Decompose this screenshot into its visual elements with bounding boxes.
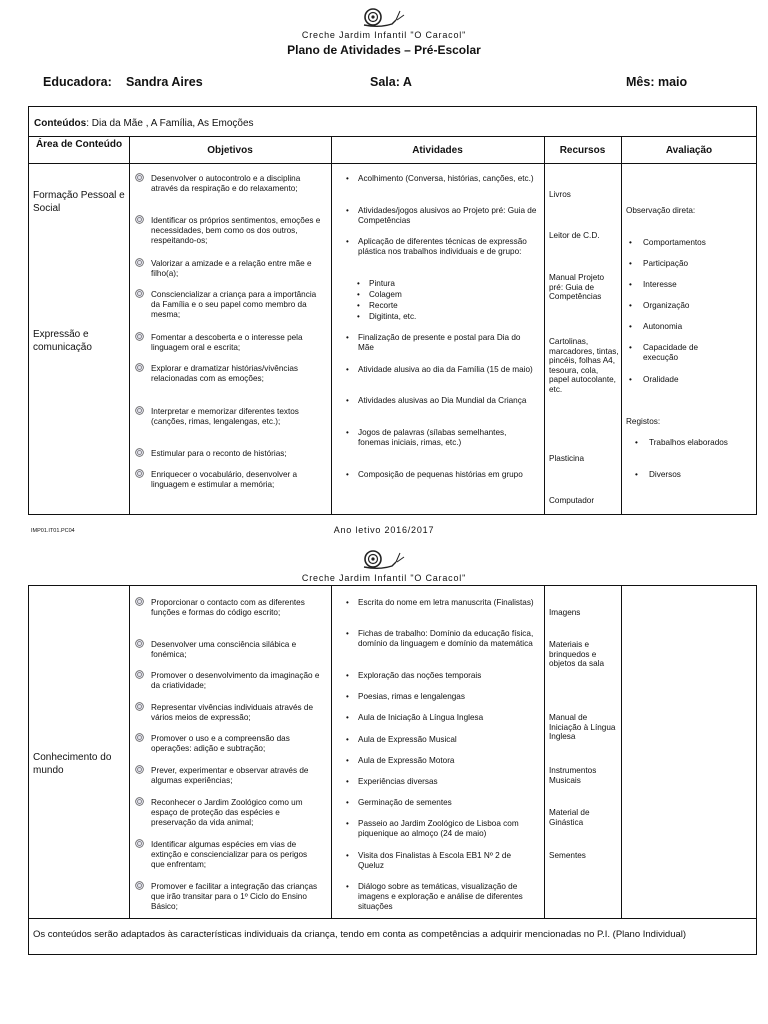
resource-item: Manual de Iniciação à Língua Inglesa [549, 713, 616, 741]
target-bullet-icon [135, 797, 144, 806]
resource-item: Leitor de C.D. [549, 231, 600, 240]
activity-item: • Germinação de sementes [346, 798, 452, 807]
header-area: Área de Conteúdo [35, 139, 123, 150]
activity-item: • Fichas de trabalho: Domínio da educação física, domínio da linguagem e domínio da matemática [346, 629, 534, 648]
objective-item: Consciencializar a criança para a importância da Família e o seu papel como membro da mesma; [151, 290, 323, 320]
target-bullet-icon [135, 597, 144, 606]
resource-item: Sementes [549, 851, 586, 860]
registos-item: • Diversos [635, 470, 681, 479]
objective-item: Prever, experimentar e observar através de algumas experiências; [151, 766, 323, 786]
area-formacao: Formação Pessoal e Social [33, 190, 125, 214]
resource-item: Instrumentos Musicais [549, 766, 597, 785]
activity-item: • Diálogo sobre as temáticas, visualização de imagens e exploração e análise de diferentes situações [346, 882, 523, 911]
page-title: Plano de Atividades – Pré-Escolar [287, 43, 481, 57]
activity-item: • Aula de Iniciação à Língua Inglesa [346, 713, 484, 722]
footer-note: Os conteúdos serão adaptados às características individuais da criança, tendo em conta as competências a adquirir mencionadas no P.I. (Plano Individual) [33, 929, 687, 940]
technique-item: • Recorte [357, 301, 398, 310]
avaliacao-item: • Comportamentos [629, 238, 706, 247]
activity-item: • Atividade alusiva ao dia da Família (15 de maio) [346, 365, 533, 374]
objective-item: Explorar e dramatizar histórias/vivências relacionadas com as emoções; [151, 364, 323, 384]
resource-item: Computador [549, 496, 595, 505]
resource-item: Manual Projeto pré: Guia de Competências [549, 273, 605, 301]
objective-item: Identificar algumas espécies em vias de extinção e consciencializar para os perigos que enfrentam; [151, 840, 323, 870]
ano-letivo: Ano letivo 2016/2017 [333, 525, 435, 535]
objective-item: Enriquecer o vocabulário, desenvolver a linguagem e estimular a memória; [151, 470, 323, 490]
objective-item: Valorizar a amizade e a relação entre mãe e filho(a); [151, 259, 323, 279]
target-bullet-icon [135, 448, 144, 457]
avaliacao-item: • Organização [629, 301, 690, 310]
technique-item: • Digitinta, etc. [357, 312, 417, 321]
registos-heading: Registos: [626, 417, 661, 426]
activity-item: • Visita dos Finalistas à Escola EB1 Nº 2 de Queluz [346, 851, 512, 870]
activity-item: • Composição de pequenas histórias em grupo [346, 470, 523, 479]
target-bullet-icon [135, 363, 144, 372]
activity-item: • Finalização de presente e postal para Dia do Mãe [346, 333, 521, 352]
mes-label: Mês: maio [626, 75, 688, 89]
technique-item: • Colagem [357, 290, 402, 299]
target-bullet-icon [135, 670, 144, 679]
activity-item: • Aplicação de diferentes técnicas de expressão plástica nos trabalhos individuais e de grupo: [346, 237, 527, 256]
resource-item: Material de Ginástica [549, 808, 590, 827]
activity-item: • Atividades/jogos alusivos ao Projeto pré: Guia de Competências [346, 206, 537, 225]
activity-item: • Aula de Expressão Motora [346, 756, 455, 765]
educadora-name: Sandra Aires [126, 75, 203, 89]
snail-logo-icon [360, 548, 408, 570]
objective-item: Promover o uso e a compreensão das operações: adição e subtração; [151, 734, 323, 754]
activity-item: • Passeio ao Jardim Zoológico de Lisboa com piquenique ao almoço (24 de maio) [346, 819, 519, 838]
target-bullet-icon [135, 469, 144, 478]
target-bullet-icon [135, 733, 144, 742]
activity-item: • Atividades alusivas ao Dia Mundial da Criança [346, 396, 527, 405]
target-bullet-icon [135, 332, 144, 341]
target-bullet-icon [135, 881, 144, 890]
avaliacao-heading: Observação direta: [626, 206, 696, 215]
target-bullet-icon [135, 289, 144, 298]
target-bullet-icon [135, 215, 144, 224]
conteudos-row [34, 118, 254, 129]
area-conhecimento: Conhecimento do mundo [33, 752, 112, 776]
objective-item: Fomentar a descoberta e o interesse pela linguagem oral e escrita; [151, 333, 323, 353]
objective-item: Interpretar e memorizar diferentes textos (canções, rimas, lengalengas, etc.); [151, 407, 323, 427]
activity-item: • Experiências diversas [346, 777, 438, 786]
activity-item: • Aula de Expressão Musical [346, 735, 457, 744]
document-code: IMP01.IT01.PC04 [31, 528, 75, 534]
header-avaliacao: Avaliação [665, 145, 713, 156]
technique-item: • Pintura [357, 279, 395, 288]
avaliacao-item: • Oralidade [629, 375, 679, 384]
objective-item: Desenvolver uma consciência silábica e fonémica; [151, 640, 323, 660]
objective-item: Reconhecer o Jardim Zoológico como um espaço de proteção das espécies e preservação da vida animal; [151, 798, 323, 828]
target-bullet-icon [135, 839, 144, 848]
conteudos-label: Conteúdos [34, 118, 87, 129]
header-atividades: Atividades [412, 145, 463, 156]
avaliacao-item: • Autonomia [629, 322, 683, 331]
avaliacao-item: • Interesse [629, 280, 677, 289]
registos-item: • Trabalhos elaborados [635, 438, 728, 447]
snail-logo-icon [360, 6, 408, 28]
objective-item: Estimular para o reconto de histórias; [151, 449, 323, 459]
activity-item: • Exploração das noções temporais [346, 671, 482, 680]
target-bullet-icon [135, 406, 144, 415]
objective-item: Promover e facilitar a integração das crianças que irão transitar para o 1º Ciclo do Ensino Básico; [151, 882, 323, 912]
avaliacao-item: • Participação [629, 259, 689, 268]
objective-item: Promover o desenvolvimento da imaginação e da criatividade; [151, 671, 323, 691]
activity-item: • Escrita do nome em letra manuscrita (Finalistas) [346, 598, 534, 607]
activity-item: • Acolhimento (Conversa, histórias, canções, etc.) [346, 174, 534, 183]
school-name: Creche Jardim Infantil "O Caracol" [301, 30, 467, 40]
area-expressao: Expressão e comunicação [33, 329, 92, 353]
educadora-label: Educadora: [43, 75, 112, 89]
conteudos-text: : Dia da Mãe , A Família, As Emoções [86, 118, 254, 129]
target-bullet-icon [135, 173, 144, 182]
objective-item: Proporcionar o contacto com as diferentes funções e formas do código escrito; [151, 598, 323, 618]
header-recursos: Recursos [559, 145, 606, 156]
resource-item: Livros [549, 190, 571, 199]
resource-item: Cartolinas, marcadores, tintas, pincéis, folhas A4, tesoura, cola, papel autocolante, etc. [549, 337, 619, 394]
activity-item: • Poesias, rimas e lengalengas [346, 692, 465, 701]
avaliacao-item: • Capacidade de execução [629, 343, 699, 362]
objective-item: Representar vivências individuais através de vários meios de expressão; [151, 703, 323, 723]
objective-item: Desenvolver o autocontrolo e a disciplina através da respiração e do relaxamento; [151, 174, 323, 194]
target-bullet-icon [135, 258, 144, 267]
target-bullet-icon [135, 639, 144, 648]
resource-item: Materiais e brinquedos e objetos da sala [549, 640, 605, 668]
header-objetivos: Objetivos [207, 145, 253, 156]
activity-item: • Jogos de palavras (sílabas semelhantes, fonemas iniciais, rimas, etc.) [346, 428, 507, 447]
sala-label: Sala: A [370, 75, 412, 89]
target-bullet-icon [135, 765, 144, 774]
target-bullet-icon [135, 702, 144, 711]
resource-item: Plasticina [549, 454, 585, 463]
objective-item: Identificar os próprios sentimentos, emoções e necessidades, bem como os dos outros, respeitando-os; [151, 216, 323, 246]
school-name: Creche Jardim Infantil "O Caracol" [301, 573, 467, 583]
resource-item: Imagens [549, 608, 581, 617]
